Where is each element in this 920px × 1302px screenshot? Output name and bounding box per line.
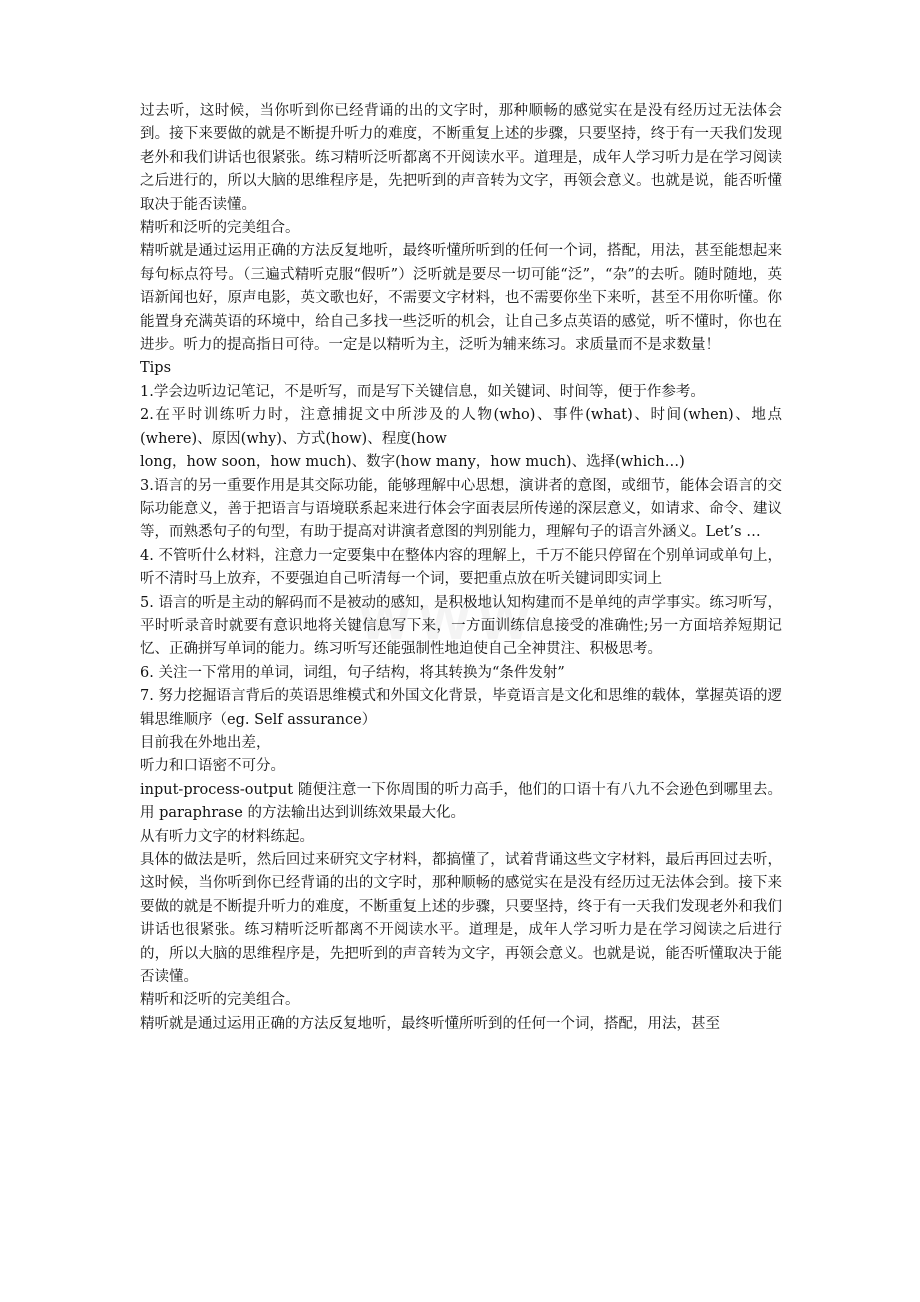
tip-3: 3.语言的另一重要作用是其交际功能，能够理解中心思想，演讲者的意图，或细节，能体会语言的交际功能意义，善于把语言与语境联系起来进行体会字面表层所传递的深层意义，如请求、命令、建议等，而熟悉句子的句型，有助于提高对讲演者意图的判别能力，理解句子的语言外涵义。Let’s … bbox=[140, 477, 782, 541]
section-heading-intensive-extensive: 精听和泛听的完美组合。 bbox=[140, 220, 300, 237]
tip-7: 7. 努力挖掘语言背后的英语思维模式和外国文化背景，毕竟语言是文化和思维的载体，掌握英语的逻辑思维顺序（eg. Self assurance） bbox=[140, 688, 782, 728]
section-heading-materials: 从有听力文字的材料练起。 bbox=[140, 828, 314, 845]
paragraph-input-process-output: input-process-output 随便注意一下你周围的听力高手，他们的口语十有八九不会逊色到哪里去。用 paraphrase 的方法输出达到训练效果最大化。 bbox=[140, 781, 782, 822]
note-travel: 目前我在外地出差， bbox=[140, 734, 271, 751]
tip-4: 4. 不管听什么材料，注意力一定要集中在整体内容的理解上，千万不能只停留在个别单词或单句上，听不清时马上放弃，不要强迫自己听清每一个词，要把重点放在听关键词即实词上 bbox=[140, 547, 782, 588]
tip-5: 5. 语言的听是主动的解码而不是被动的感知，是积极地认知构建而不是单纯的声学事实。练习听写，平时听录音时就要有意识地将关键信息写下来，一方面训练信息接受的准确性;另一方面培养短期记忆、正确拼写单词的能力。练习听写还能强制性地迫使自己全神贯注、积极思考。 bbox=[140, 594, 782, 658]
paragraph-method: 具体的做法是听，然后回过来研究文字材料，都搞懂了，试着背诵这些文字材料，最后再回过去听，这时候，当你听到你已经背诵的出的文字时，那种顺畅的感觉实在是没有经历过无法体会到。接下来要做的就是不断提升听力的难度，不断重复上述的步骤，只要坚持，终于有一天我们发现老外和我们讲话也很紧张。练习精听泛听都离不开阅读水平。道理是，成年人学习听力是在学习阅读之后进行的，所以大脑的思维程序是，先把听到的声音转为文字，再领会意义。也就是说，能否听懂取决于能否读懂。 bbox=[140, 852, 782, 986]
paragraph-intensive-extensive: 精听就是通过运用正确的方法反复地听，最终听懂所听到的任何一个词，搭配，用法，甚至能想起来每句标点符号。（三遍式精听克服“假听”）泛听就是要尽一切可能“泛”，“杂”的去听。随时随地，英语新闻也好，原声电影，英文歌也好，不需要文字材料，也不需要你坐下来听，甚至不用你听懂。你能置身充满英语的环境中，给自己多找一些泛听的机会，让自己多点英语的感觉，听不懂时，你也在进步。听力的提高指日可待。一定是以精听为主，泛听为辅来练习。求质量而不是求数量！ bbox=[140, 243, 782, 354]
tip-6: 6. 关注一下常用的单词，词组，句子结构，将其转换为“条件发射” bbox=[140, 664, 565, 681]
paragraph-continuation: 过去听，这时候，当你听到你已经背诵的出的文字时，那种顺畅的感觉实在是没有经历过无法体会到。接下来要做的就是不断提升听力的难度，不断重复上述的步骤，只要坚持，终于有一天我们发现老外和我们讲话也很紧张。练习精听泛听都离不开阅读水平。道理是，成年人学习听力是在学习阅读之后进行的，所以大脑的思维程序是，先把听到的声音转为文字，再领会意义。也就是说，能否听懂取决于能否读懂。 bbox=[140, 103, 782, 213]
tips-heading: Tips bbox=[140, 360, 172, 377]
tip-2-continued: long，how soon，how much)、数字(how many，how much)、选择(which…) bbox=[140, 454, 685, 471]
note-listening-speaking: 听力和口语密不可分。 bbox=[140, 758, 285, 775]
document-body bbox=[140, 100, 782, 1036]
tip-1: 1.学会边听边记笔记，不是听写，而是写下关键信息，如关键词、时间等，便于作参考。 bbox=[140, 383, 705, 400]
tip-2: 2.在平时训练听力时，注意捕捉文中所涉及的人物(who)、事件(what)、时间(when)、地点(where)、原因(why)、方式(how)、程度(how bbox=[140, 407, 782, 447]
paragraph-intensive-truncated: 精听就是通过运用正确的方法反复地听，最终听懂所听到的任何一个词，搭配，用法，甚至 bbox=[140, 1015, 720, 1032]
section-heading-intensive-extensive-repeat: 精听和泛听的完美组合。 bbox=[140, 992, 300, 1009]
